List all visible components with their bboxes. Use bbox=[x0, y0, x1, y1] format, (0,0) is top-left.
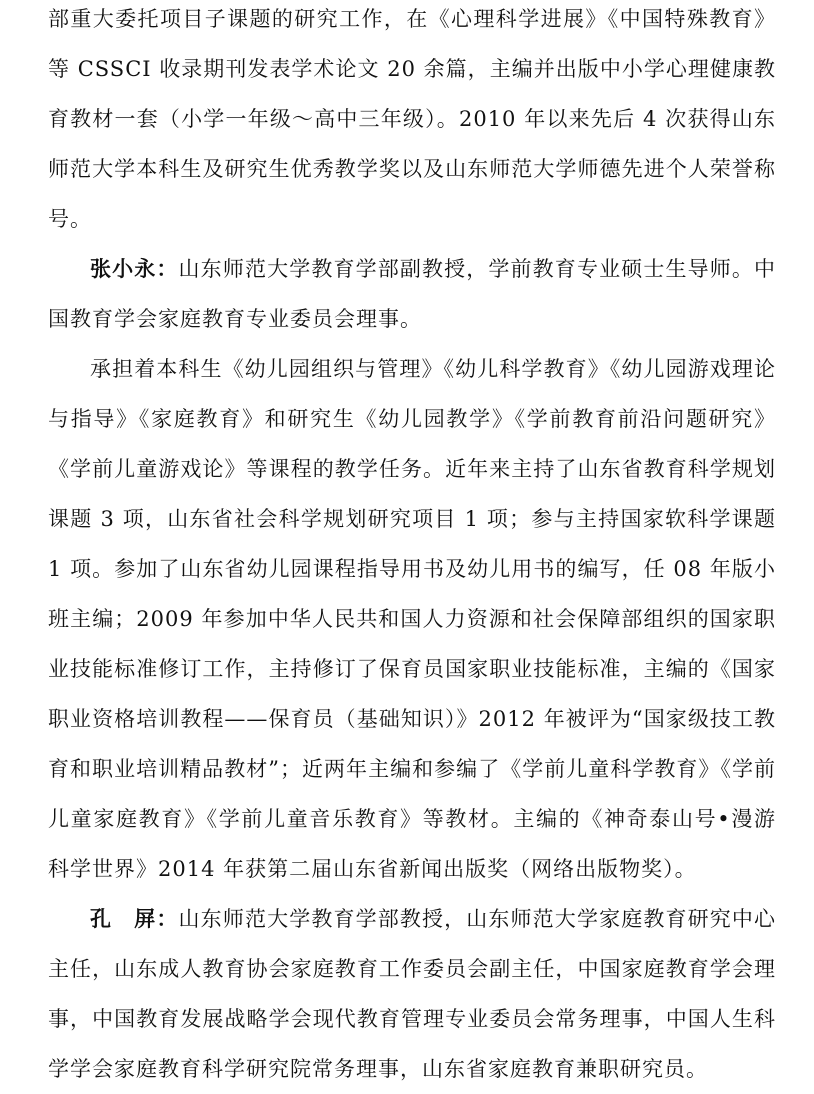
paragraph-text: 山东师范大学教育学部副教授，学前教育专业硕士生导师。中国教育学会家庭教育专业委员会理事。 bbox=[48, 257, 777, 331]
paragraph-teaching-research bbox=[48, 344, 776, 894]
paragraph-text: 部重大委托项目子课题的研究工作，在《心理科学进展》《中国特殊教育》等 CSSCI 收录期刊发表学术论文 20 余篇，主编并出版中小学心理健康教育教材一套（小学一年级～高中三年级）。2010 年以来先后 4 次获得山东师范大学本科生及研究生优秀教学奖以及山东师范大学师德先进个人荣誉称号。 bbox=[48, 7, 776, 231]
paragraph-text: 承担着本科生《幼儿园组织与管理》《幼儿科学教育》《幼儿园游戏理论与指导》《家庭教育》和研究生《幼儿园教学》《学前教育前沿问题研究》《学前儿童游戏论》等课程的教学任务。近年来主持了山东省教育科学规划课题 3 项，山东省社会科学规划研究项目 1 项；参与主持国家软科学课题 1 项。参加了山东省幼儿园课程指导用书及幼儿用书的编写，任 08 年版小班主编；2009 年参加中华人民共和国人力资源和社会保障部组织的国家职业技能标准修订工作，主持修订了保育员国家职业技能标准，主编的《国家职业资格培训教程——保育员（基础知识）》2012 年被评为“国家级技工教育和职业培训精品教材”；近两年主编和参编了《学前儿童科学教育》《学前儿童家庭教育》《学前儿童音乐教育》等教材。主编的《神奇泰山号•漫游科学世界》2014 年获第二届山东省新闻出版奖（网络出版物奖）。 bbox=[48, 357, 776, 881]
paragraph-bio-zhang-xiaoyong bbox=[48, 244, 776, 344]
name-colon: ： bbox=[156, 257, 179, 281]
paragraph-bio-kong-ping bbox=[48, 894, 776, 1094]
paragraph-bio-continuation bbox=[48, 0, 776, 244]
person-name: 张小永 bbox=[90, 257, 157, 281]
paragraph-text: 山东师范大学教育学部教授，山东师范大学家庭教育研究中心主任，山东成人教育协会家庭教育工作委员会副主任，中国家庭教育学会理事，中国教育发展战略学会现代教育管理专业委员会常务理事，中国人生科学学会家庭教育科学研究院常务理事，山东省家庭教育兼职研究员。 bbox=[48, 907, 777, 1081]
document-page bbox=[48, 0, 776, 1094]
person-name: 孔 屏 bbox=[90, 907, 157, 931]
name-colon: ： bbox=[156, 907, 179, 931]
